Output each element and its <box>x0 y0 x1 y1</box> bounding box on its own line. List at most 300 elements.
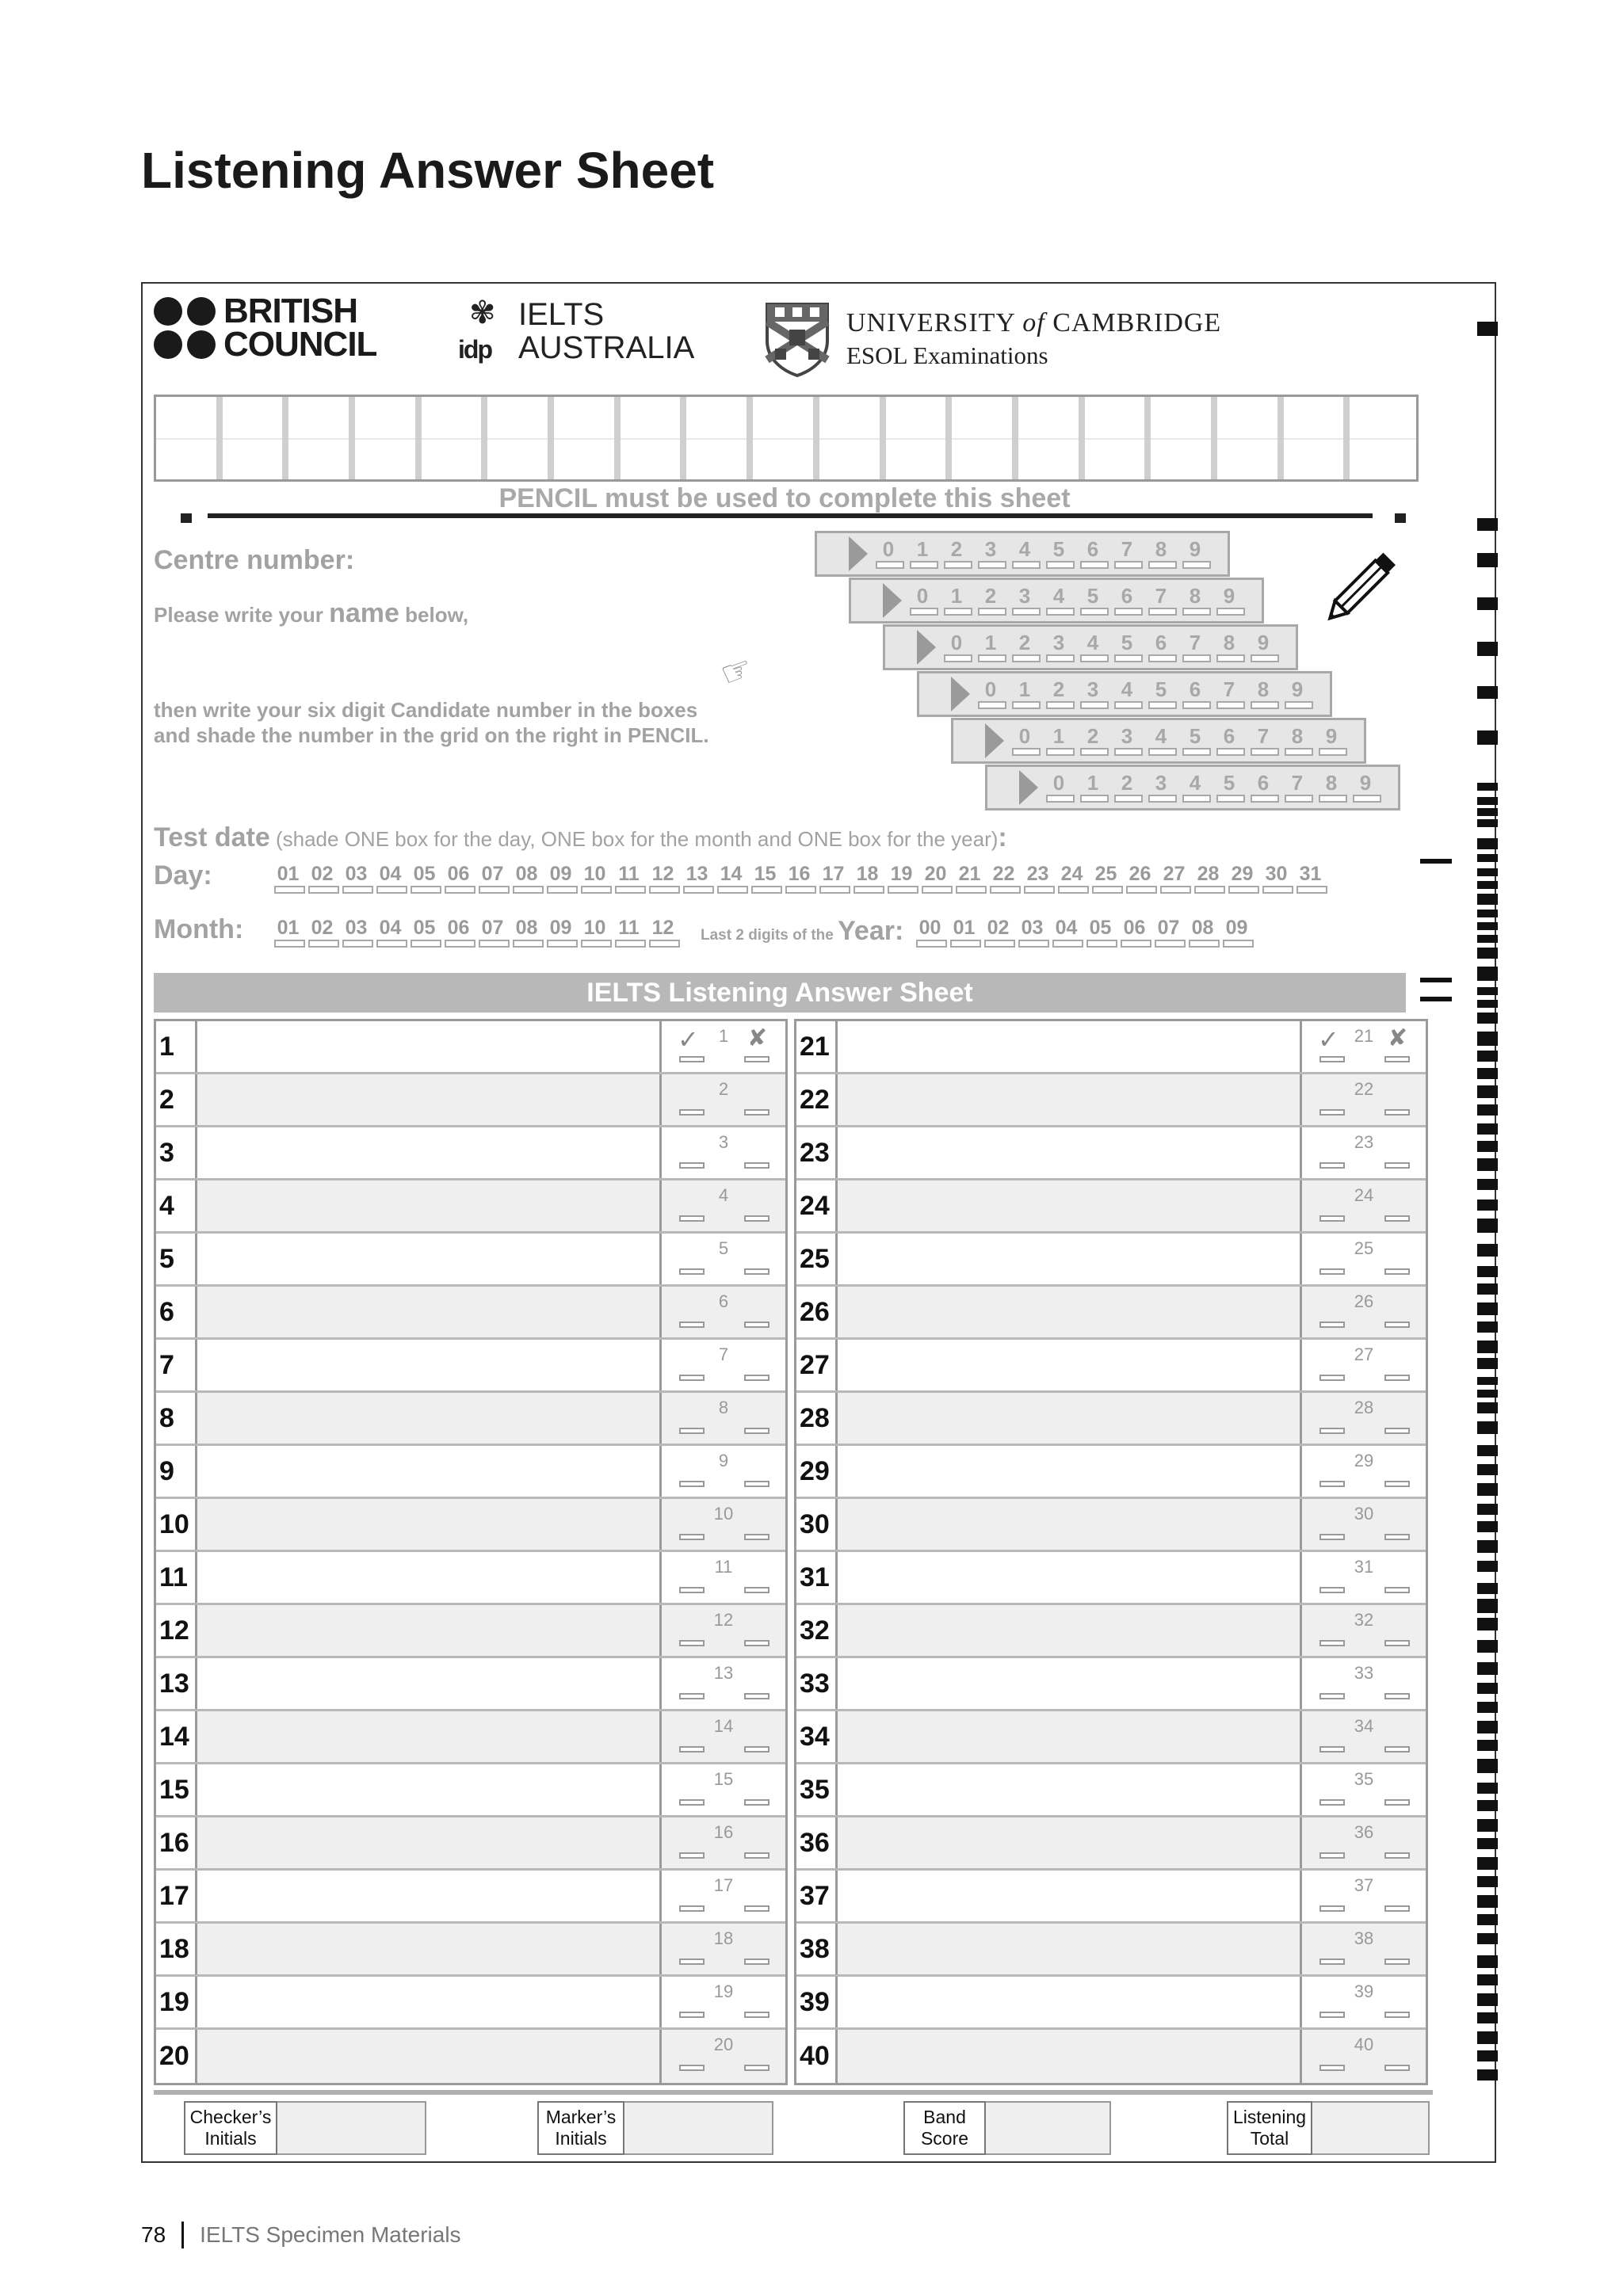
incorrect-box[interactable] <box>1384 1534 1410 1540</box>
year-box[interactable]: 00 <box>916 917 944 948</box>
correct-box[interactable] <box>1319 1587 1345 1593</box>
name-instruction <box>154 598 469 628</box>
correct-box[interactable] <box>1319 1375 1345 1381</box>
marker-box[interactable] <box>662 1711 785 1762</box>
day-box[interactable]: 16 <box>785 864 813 894</box>
marker-box[interactable] <box>1302 1287 1426 1337</box>
incorrect-box[interactable] <box>744 1162 769 1169</box>
marker-box[interactable] <box>1302 1021 1426 1072</box>
markers-initials-box[interactable] <box>537 2101 773 2155</box>
correct-box[interactable] <box>1319 1162 1345 1169</box>
candidate-digit-row[interactable] <box>917 671 1332 717</box>
answer-field[interactable] <box>197 1552 662 1603</box>
candidate-digit-box[interactable]: 8 <box>1322 772 1341 803</box>
day-box[interactable]: 24 <box>1058 864 1086 894</box>
candidate-digit-box[interactable]: 3 <box>1049 632 1068 662</box>
candidate-digit-row[interactable] <box>849 578 1264 624</box>
marker-box[interactable] <box>662 1605 785 1656</box>
answer-field[interactable] <box>838 1871 1302 1921</box>
marker-box[interactable] <box>662 2030 785 2083</box>
candidate-digit-box[interactable]: 1 <box>1083 772 1102 803</box>
day-box[interactable]: 27 <box>1160 864 1188 894</box>
marker-box[interactable] <box>662 1552 785 1603</box>
correct-box[interactable] <box>1319 1905 1345 1912</box>
answer-field[interactable] <box>838 1817 1302 1868</box>
marker-box[interactable] <box>662 1287 785 1337</box>
answer-field[interactable] <box>838 1180 1302 1231</box>
incorrect-box[interactable] <box>1384 1268 1410 1275</box>
correct-box[interactable] <box>679 1056 705 1062</box>
day-box[interactable]: 15 <box>751 864 779 894</box>
candidate-digit-box[interactable]: 4 <box>1049 585 1068 616</box>
correct-box[interactable] <box>1319 2012 1345 2018</box>
incorrect-box[interactable] <box>744 1375 769 1381</box>
candidate-digit-box[interactable]: 3 <box>981 539 1000 569</box>
month-box[interactable]: 05 <box>411 917 438 948</box>
incorrect-box[interactable] <box>1384 1428 1410 1434</box>
listening-total-box[interactable] <box>1227 2101 1430 2155</box>
candidate-digit-box[interactable]: 6 <box>1220 726 1239 756</box>
incorrect-box[interactable] <box>744 1852 769 1859</box>
day-box[interactable]: 14 <box>717 864 745 894</box>
incorrect-box[interactable] <box>1384 2065 1410 2071</box>
incorrect-box[interactable] <box>744 1428 769 1434</box>
marker-box[interactable] <box>1302 1127 1426 1178</box>
pointing-hand-icon: ☞ <box>715 647 758 696</box>
incorrect-box[interactable] <box>1384 1056 1410 1062</box>
answer-field[interactable] <box>838 2030 1302 2083</box>
incorrect-box[interactable] <box>1384 2012 1410 2018</box>
marker-box[interactable] <box>662 1340 785 1390</box>
candidate-digit-row[interactable] <box>951 718 1366 764</box>
incorrect-box[interactable] <box>744 1534 769 1540</box>
day-box[interactable]: 25 <box>1092 864 1120 894</box>
correct-box[interactable] <box>679 1215 705 1222</box>
year-box[interactable]: 08 <box>1189 917 1216 948</box>
candidate-digit-box[interactable]: 0 <box>981 679 1000 709</box>
answer-field[interactable] <box>197 1499 662 1550</box>
day-box[interactable]: 29 <box>1228 864 1256 894</box>
marker-box[interactable] <box>662 1977 785 2027</box>
answer-field[interactable] <box>838 1764 1302 1815</box>
correct-box[interactable] <box>1319 1428 1345 1434</box>
year-boxes[interactable] <box>916 917 1251 948</box>
month-box[interactable]: 02 <box>308 917 336 948</box>
answer-field[interactable] <box>197 1924 662 1974</box>
year-box[interactable]: 09 <box>1223 917 1251 948</box>
candidate-digit-row[interactable] <box>883 624 1298 670</box>
candidate-digit-box[interactable]: 3 <box>1015 585 1034 616</box>
candidate-digit-box[interactable]: 8 <box>1254 679 1273 709</box>
marker-box[interactable] <box>1302 1393 1426 1444</box>
candidate-digit-box[interactable]: 5 <box>1117 632 1136 662</box>
answer-field[interactable] <box>838 1127 1302 1178</box>
marker-box[interactable] <box>662 1074 785 1125</box>
marker-box[interactable] <box>1302 1605 1426 1656</box>
incorrect-box[interactable] <box>1384 1640 1410 1646</box>
correct-box[interactable] <box>1319 2065 1345 2071</box>
answer-field[interactable] <box>838 1711 1302 1762</box>
year-box[interactable]: 01 <box>950 917 978 948</box>
marker-box[interactable] <box>1302 1552 1426 1603</box>
day-box[interactable]: 26 <box>1126 864 1154 894</box>
day-box[interactable]: 22 <box>990 864 1018 894</box>
marker-box[interactable] <box>1302 1234 1426 1284</box>
month-box[interactable]: 11 <box>615 917 643 948</box>
answer-field[interactable] <box>197 1871 662 1921</box>
candidate-digit-box[interactable]: 5 <box>1151 679 1170 709</box>
candidate-digit-box[interactable]: 4 <box>1015 539 1034 569</box>
correct-box[interactable] <box>679 1587 705 1593</box>
correct-box[interactable] <box>1319 1109 1345 1116</box>
marker-box[interactable] <box>662 1180 785 1231</box>
answer-field[interactable] <box>838 1658 1302 1709</box>
correct-box[interactable] <box>1319 1481 1345 1487</box>
candidate-digit-box[interactable]: 1 <box>913 539 932 569</box>
answer-row <box>796 1871 1426 1924</box>
marker-box[interactable] <box>662 1817 785 1868</box>
answer-field[interactable] <box>197 1127 662 1178</box>
marker-box[interactable] <box>1302 1817 1426 1868</box>
incorrect-box[interactable] <box>744 1215 769 1222</box>
incorrect-box[interactable] <box>744 1322 769 1328</box>
marker-box[interactable] <box>1302 1871 1426 1921</box>
incorrect-box[interactable] <box>1384 1587 1410 1593</box>
month-box[interactable]: 03 <box>342 917 370 948</box>
answer-field[interactable] <box>197 1711 662 1762</box>
marker-number: 33 <box>1354 1663 1374 1683</box>
correct-box[interactable] <box>679 1322 705 1328</box>
day-box[interactable]: 06 <box>445 864 472 894</box>
incorrect-box[interactable] <box>1384 1905 1410 1912</box>
month-box[interactable]: 01 <box>274 917 302 948</box>
candidate-digit-box[interactable]: 8 <box>1151 539 1170 569</box>
answer-field[interactable] <box>197 1446 662 1497</box>
timing-mark <box>1477 1740 1498 1751</box>
correct-box[interactable] <box>679 1799 705 1806</box>
band-score-box[interactable] <box>903 2101 1111 2155</box>
candidate-digit-row[interactable] <box>815 531 1230 577</box>
correct-box[interactable] <box>679 1905 705 1912</box>
correct-box[interactable] <box>1319 1852 1345 1859</box>
marker-box[interactable] <box>1302 1180 1426 1231</box>
candidate-digit-box[interactable]: 0 <box>913 585 932 616</box>
marker-box[interactable] <box>1302 1711 1426 1762</box>
correct-box[interactable] <box>1319 1215 1345 1222</box>
candidate-digit-box[interactable]: 1 <box>981 632 1000 662</box>
answer-field[interactable] <box>197 1287 662 1337</box>
correct-box[interactable] <box>679 1746 705 1753</box>
correct-box[interactable] <box>679 2065 705 2071</box>
candidate-digit-box[interactable]: 1 <box>947 585 966 616</box>
candidate-digit-box[interactable]: 7 <box>1220 679 1239 709</box>
candidate-digit-box[interactable]: 5 <box>1220 772 1239 803</box>
candidate-digit-box[interactable]: 2 <box>1049 679 1068 709</box>
day-box[interactable]: 03 <box>342 864 370 894</box>
incorrect-box[interactable] <box>1384 1481 1410 1487</box>
correct-box[interactable] <box>679 1162 705 1169</box>
incorrect-box[interactable] <box>744 1746 769 1753</box>
answer-field[interactable] <box>838 1499 1302 1550</box>
answer-number: 32 <box>796 1605 838 1656</box>
answer-field[interactable] <box>838 1552 1302 1603</box>
marker-box[interactable] <box>1302 1764 1426 1815</box>
candidate-digit-box[interactable]: 6 <box>1186 679 1205 709</box>
answer-field[interactable] <box>838 1074 1302 1125</box>
candidate-digit-box[interactable]: 8 <box>1288 726 1307 756</box>
correct-box[interactable] <box>679 1428 705 1434</box>
correct-box[interactable] <box>679 1640 705 1646</box>
answer-field[interactable] <box>197 1817 662 1868</box>
answer-number: 38 <box>796 1924 838 1974</box>
incorrect-box[interactable] <box>1384 1162 1410 1169</box>
correct-box[interactable] <box>1319 1534 1345 1540</box>
incorrect-box[interactable] <box>1384 1109 1410 1116</box>
answer-field[interactable] <box>838 1287 1302 1337</box>
incorrect-box[interactable] <box>744 1905 769 1912</box>
year-box[interactable]: 04 <box>1052 917 1080 948</box>
year-box[interactable]: 06 <box>1121 917 1148 948</box>
incorrect-box[interactable] <box>1384 1215 1410 1222</box>
month-box[interactable]: 06 <box>445 917 472 948</box>
month-box[interactable]: 10 <box>581 917 609 948</box>
correct-box[interactable] <box>1319 1640 1345 1646</box>
candidate-digit-box[interactable]: 4 <box>1117 679 1136 709</box>
candidate-digit-box[interactable]: 2 <box>947 539 966 569</box>
day-box[interactable]: 21 <box>956 864 983 894</box>
marker-box[interactable] <box>662 1764 785 1815</box>
correct-box[interactable] <box>1319 1799 1345 1806</box>
day-box[interactable]: 28 <box>1194 864 1222 894</box>
incorrect-box[interactable] <box>744 1693 769 1699</box>
incorrect-box[interactable] <box>744 1958 769 1965</box>
answer-row <box>796 1021 1426 1074</box>
correct-box[interactable] <box>1319 1958 1345 1965</box>
month-box[interactable]: 07 <box>479 917 506 948</box>
marker-box[interactable] <box>1302 1977 1426 2027</box>
candidate-digit-box[interactable]: 7 <box>1288 772 1307 803</box>
candidate-digit-box[interactable]: 7 <box>1151 585 1170 616</box>
day-box[interactable]: 07 <box>479 864 506 894</box>
correct-box[interactable] <box>1319 1268 1345 1275</box>
month-box[interactable]: 09 <box>547 917 575 948</box>
day-box[interactable]: 20 <box>922 864 949 894</box>
answer-field[interactable] <box>838 1977 1302 2027</box>
marker-box[interactable] <box>662 1446 785 1497</box>
correct-box[interactable] <box>679 1693 705 1699</box>
candidate-digit-box[interactable]: 6 <box>1117 585 1136 616</box>
correct-box[interactable] <box>679 2012 705 2018</box>
correct-box[interactable] <box>1319 1746 1345 1753</box>
candidate-digit-box[interactable]: 2 <box>1083 726 1102 756</box>
candidate-digit-box[interactable]: 3 <box>1117 726 1136 756</box>
incorrect-box[interactable] <box>1384 1693 1410 1699</box>
candidate-digit-box[interactable]: 9 <box>1186 539 1205 569</box>
incorrect-box[interactable] <box>1384 1375 1410 1381</box>
candidate-digit-box[interactable]: 5 <box>1186 726 1205 756</box>
correct-box[interactable] <box>1319 1056 1345 1062</box>
candidate-digit-box[interactable]: 6 <box>1254 772 1273 803</box>
month-box[interactable]: 08 <box>513 917 540 948</box>
candidate-digit-box[interactable]: 2 <box>1117 772 1136 803</box>
candidate-digit-box[interactable]: 1 <box>1015 679 1034 709</box>
incorrect-box[interactable] <box>744 1481 769 1487</box>
correct-box[interactable] <box>679 1109 705 1116</box>
answer-row <box>796 2030 1426 2083</box>
candidate-digit-box[interactable]: 7 <box>1254 726 1273 756</box>
answer-field[interactable] <box>838 1234 1302 1284</box>
day-box[interactable]: 05 <box>411 864 438 894</box>
correct-box[interactable] <box>679 1852 705 1859</box>
answer-field[interactable] <box>838 1340 1302 1390</box>
rule-marker-left <box>181 513 192 523</box>
candidate-digit-row[interactable] <box>985 765 1400 810</box>
answer-field[interactable] <box>197 1180 662 1231</box>
marker-box[interactable] <box>662 1234 785 1284</box>
checkers-initials-box[interactable] <box>184 2101 426 2155</box>
incorrect-box[interactable] <box>1384 1852 1410 1859</box>
day-box[interactable]: 31 <box>1296 864 1324 894</box>
marker-box[interactable] <box>1302 1924 1426 1974</box>
answer-field[interactable] <box>197 1658 662 1709</box>
candidate-digit-box[interactable]: 0 <box>1015 726 1034 756</box>
marker-box[interactable] <box>662 1658 785 1709</box>
correct-box[interactable] <box>679 1534 705 1540</box>
marker-number: 21 <box>1354 1026 1374 1046</box>
day-box[interactable]: 10 <box>581 864 609 894</box>
candidate-digit-box[interactable]: 3 <box>1151 772 1170 803</box>
incorrect-box[interactable] <box>1384 1958 1410 1965</box>
candidate-digit-box[interactable]: 4 <box>1186 772 1205 803</box>
candidate-digit-box[interactable]: 6 <box>1151 632 1170 662</box>
marker-box[interactable] <box>662 1021 785 1072</box>
answer-field[interactable] <box>838 1924 1302 1974</box>
candidate-digit-box[interactable]: 9 <box>1356 772 1375 803</box>
correct-box[interactable] <box>679 1481 705 1487</box>
candidate-digit-box[interactable]: 9 <box>1220 585 1239 616</box>
incorrect-box[interactable] <box>1384 1322 1410 1328</box>
month-boxes[interactable] <box>274 917 677 948</box>
answer-field[interactable] <box>838 1021 1302 1072</box>
candidate-digit-box[interactable]: 0 <box>879 539 898 569</box>
year-box[interactable]: 03 <box>1018 917 1046 948</box>
candidate-digit-box[interactable]: 9 <box>1322 726 1341 756</box>
month-box[interactable]: 04 <box>376 917 404 948</box>
day-box[interactable]: 18 <box>854 864 881 894</box>
candidate-digit-box[interactable]: 4 <box>1083 632 1102 662</box>
incorrect-box[interactable] <box>744 1268 769 1275</box>
candidate-digit-box[interactable]: 2 <box>981 585 1000 616</box>
year-box[interactable]: 07 <box>1155 917 1182 948</box>
answer-field[interactable] <box>838 1393 1302 1444</box>
marker-box[interactable] <box>662 1871 785 1921</box>
incorrect-box[interactable] <box>744 2065 769 2071</box>
incorrect-box[interactable] <box>744 1799 769 1806</box>
candidate-digit-box[interactable]: 3 <box>1083 679 1102 709</box>
page-footer <box>141 2222 461 2248</box>
answer-field[interactable] <box>197 1605 662 1656</box>
day-box[interactable]: 09 <box>547 864 575 894</box>
incorrect-box[interactable] <box>744 1640 769 1646</box>
day-box[interactable]: 19 <box>888 864 915 894</box>
candidate-digit-box[interactable]: 0 <box>947 632 966 662</box>
marker-box[interactable] <box>1302 2030 1426 2083</box>
incorrect-box[interactable] <box>744 1056 769 1062</box>
marker-box[interactable] <box>662 1393 785 1444</box>
correct-box[interactable] <box>1319 1693 1345 1699</box>
day-box[interactable]: 12 <box>649 864 677 894</box>
year-box[interactable]: 02 <box>984 917 1012 948</box>
candidate-digit-box[interactable]: 2 <box>1015 632 1034 662</box>
answer-number: 23 <box>796 1127 838 1178</box>
candidate-digit-box[interactable]: 1 <box>1049 726 1068 756</box>
candidate-digit-box[interactable]: 9 <box>1288 679 1307 709</box>
answer-field[interactable] <box>197 1977 662 2027</box>
marker-box[interactable] <box>1302 1074 1426 1125</box>
answer-field[interactable] <box>197 1340 662 1390</box>
candidate-digit-box[interactable]: 0 <box>1049 772 1068 803</box>
candidate-digit-box[interactable]: 8 <box>1220 632 1239 662</box>
candidate-digit-box[interactable]: 5 <box>1049 539 1068 569</box>
candidate-digit-box[interactable]: 9 <box>1254 632 1273 662</box>
day-box[interactable]: 08 <box>513 864 540 894</box>
day-box[interactable]: 13 <box>683 864 711 894</box>
marker-box[interactable] <box>1302 1446 1426 1497</box>
year-box[interactable]: 05 <box>1086 917 1114 948</box>
marker-box[interactable] <box>662 1127 785 1178</box>
day-box[interactable]: 02 <box>308 864 336 894</box>
correct-box[interactable] <box>679 1958 705 1965</box>
incorrect-box[interactable] <box>1384 1799 1410 1806</box>
candidate-digit-box[interactable]: 7 <box>1117 539 1136 569</box>
candidate-digit-box[interactable]: 5 <box>1083 585 1102 616</box>
marker-box[interactable] <box>1302 1340 1426 1390</box>
day-box[interactable]: 17 <box>819 864 847 894</box>
candidate-digit-box[interactable]: 7 <box>1186 632 1205 662</box>
day-boxes[interactable] <box>274 864 1324 894</box>
correct-box[interactable] <box>679 1268 705 1275</box>
month-box[interactable]: 12 <box>649 917 677 948</box>
incorrect-box[interactable] <box>744 1587 769 1593</box>
answer-field[interactable] <box>197 1234 662 1284</box>
incorrect-box[interactable] <box>1384 1746 1410 1753</box>
day-box[interactable]: 30 <box>1262 864 1290 894</box>
marker-box[interactable] <box>662 1924 785 1974</box>
answer-field[interactable] <box>197 1074 662 1125</box>
candidate-digit-box[interactable]: 6 <box>1083 539 1102 569</box>
correct-box[interactable] <box>679 1375 705 1381</box>
day-box[interactable]: 23 <box>1024 864 1052 894</box>
answer-field[interactable] <box>838 1605 1302 1656</box>
marker-box[interactable] <box>1302 1499 1426 1550</box>
answer-field[interactable] <box>197 1764 662 1815</box>
answer-field[interactable] <box>197 1393 662 1444</box>
answer-field[interactable] <box>197 1021 662 1072</box>
answer-field[interactable] <box>838 1446 1302 1497</box>
day-box[interactable]: 11 <box>615 864 643 894</box>
day-box[interactable]: 04 <box>376 864 404 894</box>
answer-field[interactable] <box>197 2030 662 2083</box>
name-input-boxes[interactable] <box>154 395 1419 482</box>
marker-box[interactable] <box>1302 1658 1426 1709</box>
incorrect-box[interactable] <box>744 2012 769 2018</box>
day-box[interactable]: 01 <box>274 864 302 894</box>
candidate-digit-box[interactable]: 4 <box>1151 726 1170 756</box>
incorrect-box[interactable] <box>744 1109 769 1116</box>
correct-box[interactable] <box>1319 1322 1345 1328</box>
marker-box[interactable] <box>662 1499 785 1550</box>
candidate-digit-box[interactable]: 8 <box>1186 585 1205 616</box>
